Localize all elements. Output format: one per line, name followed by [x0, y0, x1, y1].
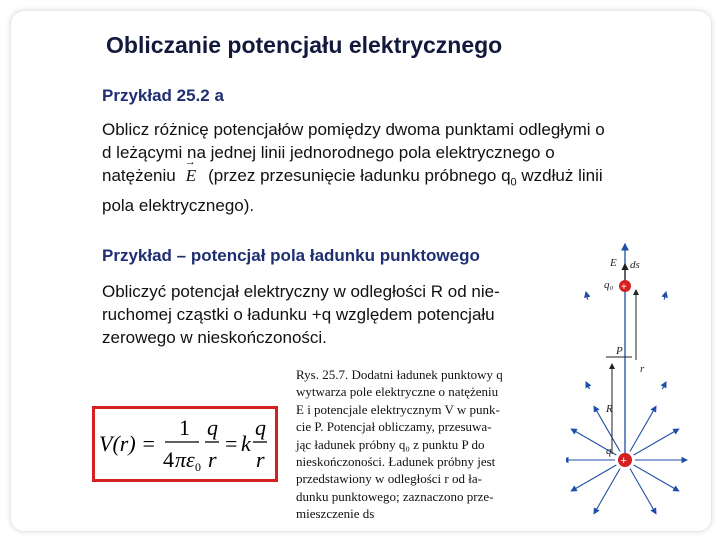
example-1-line3-start: natężeniu: [102, 166, 176, 185]
formula-eq: =: [225, 431, 238, 456]
example-1-text: [102, 118, 605, 217]
caption-line: E i potencjale elektrycznym V w punk-: [296, 401, 500, 417]
formula-zero: 0: [195, 460, 201, 474]
formula-r: r: [256, 447, 265, 472]
formula-one: 1: [179, 415, 190, 440]
slide-title: Obliczanie potencjału elektrycznego: [106, 32, 503, 58]
source-charge-sign: +: [620, 455, 627, 467]
field-vector-symbol: → E: [186, 164, 196, 187]
example-2-line: zerowego w nieskończoności.: [102, 328, 327, 347]
formula-q: q: [207, 415, 218, 440]
caption-line: cie P. Potencjał obliczamy, przesuwa-: [296, 419, 492, 435]
radial-field-line: [586, 292, 588, 300]
caption-line: Rys. 25.7. Dodatni ładunek punktowy q: [296, 367, 503, 382]
caption-line: przedstawiony w odległości r od ła-: [296, 471, 482, 487]
example-1-line: [102, 164, 605, 194]
formula-q: q: [255, 415, 266, 440]
example-2-line: ruchomej cząstki o ładunku +q względem potencjału: [102, 305, 495, 324]
point-charge-field-diagram: [566, 232, 706, 532]
field-lines: [566, 292, 687, 514]
potential-formula-box: [92, 406, 278, 482]
label-E: E: [610, 257, 617, 269]
formula-four: 4: [163, 447, 174, 472]
figure-caption: [296, 366, 544, 523]
formula-pi-eps: πε: [175, 447, 195, 472]
label-q0: q₀: [604, 279, 614, 291]
example-1-heading: Przykład 25.2 a: [102, 86, 224, 105]
label-ds: ds: [630, 259, 640, 271]
example-2-line: Obliczyć potencjał elektryczny w odległości R od nie-: [102, 282, 500, 301]
potential-formula: [95, 409, 275, 479]
example-2-heading: Przykład – potencjał pola ładunku punktowego: [102, 246, 480, 265]
label-q: q: [606, 445, 612, 457]
caption-line: nieskończoności. Ładunek próbny jest: [296, 454, 496, 470]
radial-field-line: [662, 382, 666, 389]
radial-field-line: [586, 382, 590, 389]
example-1-line: pola elektrycznego).: [102, 196, 255, 216]
label-P: P: [616, 345, 623, 357]
formula-lhs: V(r) =: [99, 431, 156, 456]
test-charge-sign: +: [621, 282, 627, 293]
example-1-line3-mid: (przez przesunięcie ładunku próbnego q: [208, 166, 511, 185]
label-r: r: [640, 363, 645, 375]
caption-line: wytwarza pole elektryczne o natężeniu: [296, 384, 499, 400]
example-1-line: d leżącymi na jednej linii jednorodnego pola elektrycznego o: [102, 143, 555, 162]
caption-line: jąc ładunek próbny q₀ z punktu P do: [296, 436, 485, 452]
q0-subscript: 0: [510, 176, 517, 189]
caption-line: dunku punktowego; zaznaczono prze-: [296, 488, 494, 504]
label-R: R: [606, 403, 613, 415]
formula-k: k: [241, 431, 251, 456]
radial-field-line: [664, 292, 666, 300]
example-1-line3-end: wzdłuż linii: [516, 166, 603, 185]
caption-line: mieszczenie ds: [296, 506, 375, 522]
example-1-line: Oblicz różnicę potencjałów pomiędzy dwoma punktami odległymi o: [102, 120, 605, 139]
example-2-text: [102, 280, 500, 349]
formula-r: r: [208, 447, 217, 472]
